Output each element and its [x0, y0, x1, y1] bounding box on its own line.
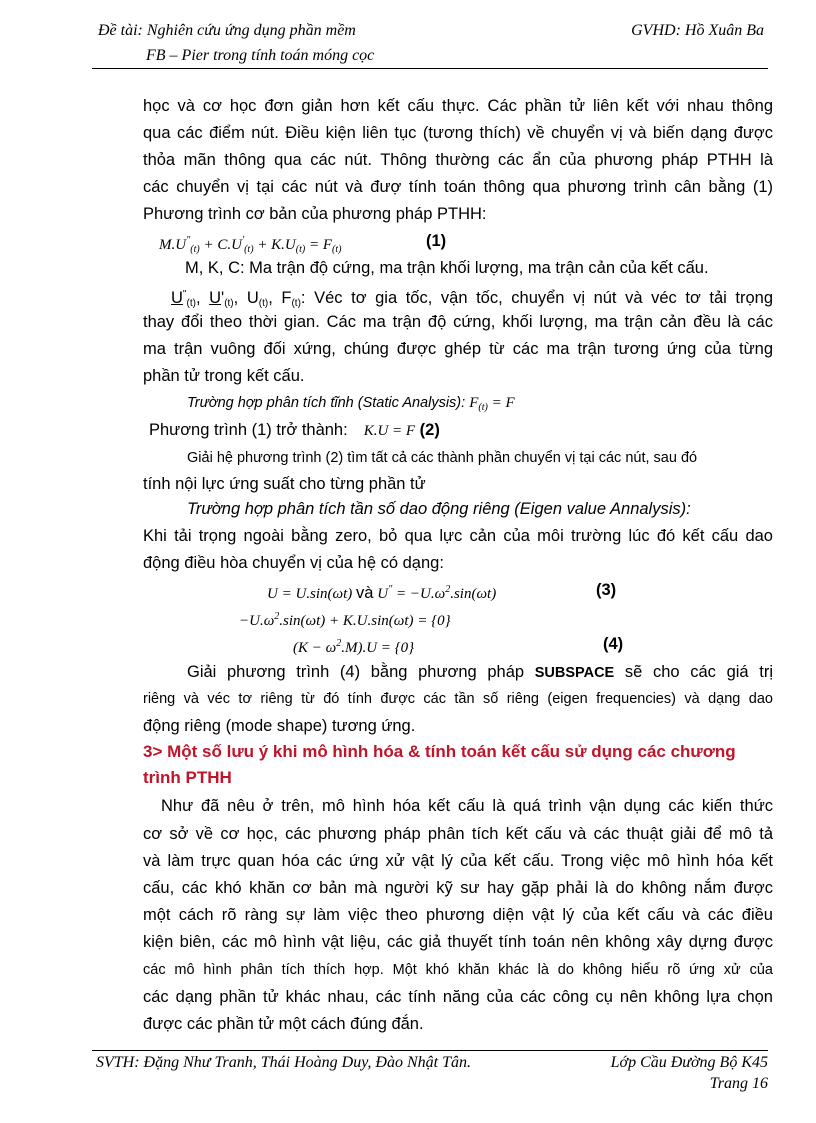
paragraph-line: Phương trình cơ bản của phương pháp PTHH:: [143, 205, 487, 223]
paragraph-line: cấu, các khó khăn cơ bản mà người kỹ sư hay gặp phải là do không nắm được: [143, 879, 773, 897]
section-heading: 3> Một số lưu ý khi mô hình hóa & tính toán kết cấu sử dụng các chương: [143, 742, 736, 761]
paragraph-line: qua các điểm nút. Điều kiện liên tục (tương thích) về chuyển vị và biến dạng được: [143, 124, 773, 142]
footer-students: SVTH: Đặng Như Tranh, Thái Hoàng Duy, Đào Nhật Tân.: [96, 1054, 471, 1071]
equation-3-expanded: $-U.\omega^2.\sin(\omega t) + K.U.\sin(\omega t) = \{0\}$: [239, 611, 451, 629]
paragraph-line: thỏa mãn thông qua các nút. Thông thường các ẩn của phương pháp PTHH là: [143, 151, 773, 169]
equation-3: U = U.sin(ωt) và $U^" = -U.\omega^2.\sin(\omega t)$: [267, 584, 497, 602]
equation-4: $(K - \omega^2.M).U = \{0\}$: [293, 638, 415, 656]
paragraph-line: các mô hình phân tích thích hợp. Một khó khăn khác là do không hiểu rõ ứng xử của: [143, 962, 773, 978]
page-footer: [92, 1050, 768, 1092]
page-number: Trang 16: [709, 1075, 768, 1092]
equation-1: $M.U^"_{(t)} + C.U'_{(t)} + K.U_{(t)} = F_{(t)}$: [159, 235, 342, 255]
header-title-line2: FB – Pier trong tính toán móng cọc: [146, 47, 375, 64]
paragraph-line: các dạng phần tử khác nhau, các tính năng của các công cụ nên không lựa chọn: [143, 988, 773, 1006]
eigen-analysis-label: Trường hợp phân tích tần số dao động riêng (Eigen value Annalysis):: [187, 500, 691, 518]
matrix-definition: M, K, C: Ma trận độ cứng, ma trận khối lượng, ma trận cản của kết cấu.: [185, 259, 709, 277]
equation-1-label: (1): [426, 232, 447, 250]
equation-4-label: (4): [603, 635, 624, 653]
vector-definition: $U^"_{(t)}$, $U'_{(t)}$, $U_{(t)}$, $F_{(t)}$: Véc tơ gia tốc, vận tốc, chuyển vị nút và véc tơ tải trọng: [171, 289, 774, 309]
paragraph-line: học và cơ học đơn giản hơn kết cấu thực. Các phần tử liên kết với nhau thông: [143, 97, 773, 115]
paragraph-line: thay đổi theo thời gian. Các ma trận độ cứng, khối lượng, ma trận cản đều là các: [143, 313, 773, 331]
header-advisor: GVHD: Hồ Xuân Ba: [631, 22, 764, 39]
header-title-line1: Đề tài: Nghiên cứu ứng dụng phần mềm: [98, 22, 356, 39]
section-heading-cont: trình PTHH: [143, 768, 232, 787]
paragraph-line: phần tử trong kết cấu.: [143, 367, 305, 385]
static-analysis-label: Trường hợp phân tích tĩnh (Static Analysis): $F_{(t)} = F$: [187, 395, 515, 413]
equation-3-label: (3): [596, 581, 617, 599]
equation-2-line: Phương trình (1) trở thành: K.U = F (2): [149, 421, 440, 439]
paragraph-line: Như đã nêu ở trên, mô hình hóa kết cấu là quá trình vận dụng các kiến thức: [161, 797, 773, 815]
paragraph-line: Giải hệ phương trình (2) tìm tất cả các thành phần chuyển vị tại các nút, sau đó: [187, 450, 698, 466]
paragraph-line: được các phần tử một cách đúng đắn.: [143, 1015, 424, 1033]
paragraph-line: Khi tải trọng ngoài bằng zero, bỏ qua lực cản của môi trường lúc đó kết cấu dao: [143, 527, 773, 545]
page-header: [92, 14, 768, 69]
paragraph-line: động điều hòa chuyển vị của hệ có dạng:: [143, 554, 444, 572]
paragraph-line: cơ sở về cơ học, các phương pháp phân tích kết cấu và các thuật giải để mô tả: [143, 825, 773, 843]
paragraph-line: và làm trực quan hóa các ứng xử vật lý của kết cấu. Trong việc mô hình hóa kết: [143, 852, 773, 870]
paragraph-line: riêng và véc tơ riêng từ đó tính được các tần số riêng (eigen frequencies) và dạng dao: [143, 691, 773, 707]
paragraph-line: tính nội lực ứng suất cho từng phần tử: [143, 475, 426, 493]
paragraph-line: các chuyển vị tại các nút và đượ tính toán thông qua phương trình cân bằng (1): [143, 178, 773, 196]
paragraph-line: một cách rõ ràng sự làm việc theo phương diện vật lý của kết cấu và các điều: [143, 906, 773, 924]
subspace-line: Giải phương trình (4) bằng phương pháp SUBSPACE sẽ cho các giá trị: [187, 663, 773, 681]
paragraph-line: ma trận vuông đối xứng, chúng được ghép từ các ma trận tương ứng của từng: [143, 340, 773, 358]
paragraph-line: kiện biên, các mô hình vật liệu, các giả thuyết tính toán nên không xây dựng được: [143, 933, 773, 951]
footer-class: Lớp Cầu Đường Bộ K45: [610, 1054, 768, 1071]
paragraph-line: động riêng (mode shape) tương ứng.: [143, 717, 416, 735]
